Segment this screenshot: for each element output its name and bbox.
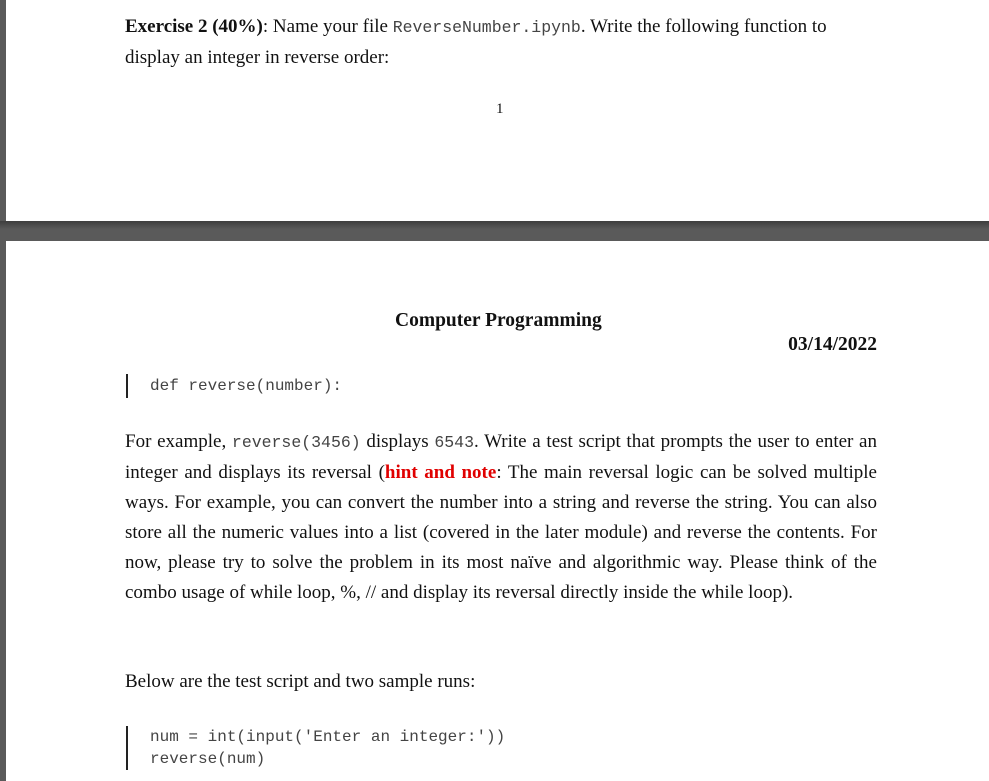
document-page-1 (6, 0, 989, 221)
code-line: reverse(num) (150, 750, 266, 768)
example-call: reverse(3456) (231, 433, 361, 452)
description-paragraph (125, 427, 877, 608)
intro-text-2: . Write the following function to display an integer in reverse order: (125, 16, 827, 68)
description-rest: : The main reversal logic can be solved multiple ways. For example, you can convert the number into a string and reverse the string. You can also store all the numeric values into a list (covered in the later module) and reverse the contents. For now, please try to solve the problem in its most naïve and algorithmic way. Please think of the combo usage of while loop, %, // and display its reversal directly inside the while loop). (125, 462, 877, 603)
displays-text: displays (360, 431, 435, 452)
test-script-block (126, 726, 505, 770)
function-signature: def reverse(number): (150, 377, 343, 395)
exercise-paragraph (125, 12, 877, 73)
header-title: Computer Programming (395, 310, 602, 331)
file-name: ReverseNumber.ipynb (392, 18, 581, 37)
example-prefix: For example, (125, 431, 232, 452)
description-text: . Write a test script that prompts the user to enter an integer and displays its reversal ( (125, 431, 877, 483)
header-date: 03/14/2022 (788, 334, 877, 355)
function-signature-block (126, 374, 342, 398)
page-separator (0, 221, 989, 241)
below-text: Below are the test script and two sample runs: (125, 671, 476, 692)
document-page-2 (6, 241, 989, 781)
code-line: num = int(input('Enter an integer:')) (150, 728, 506, 746)
page-number: 1 (496, 101, 504, 117)
intro-text: : Name your file (262, 16, 393, 37)
example-result: 6543 (434, 433, 474, 452)
exercise-label: Exercise 2 (40%) (125, 16, 263, 37)
hint-label: hint and note (384, 462, 497, 483)
